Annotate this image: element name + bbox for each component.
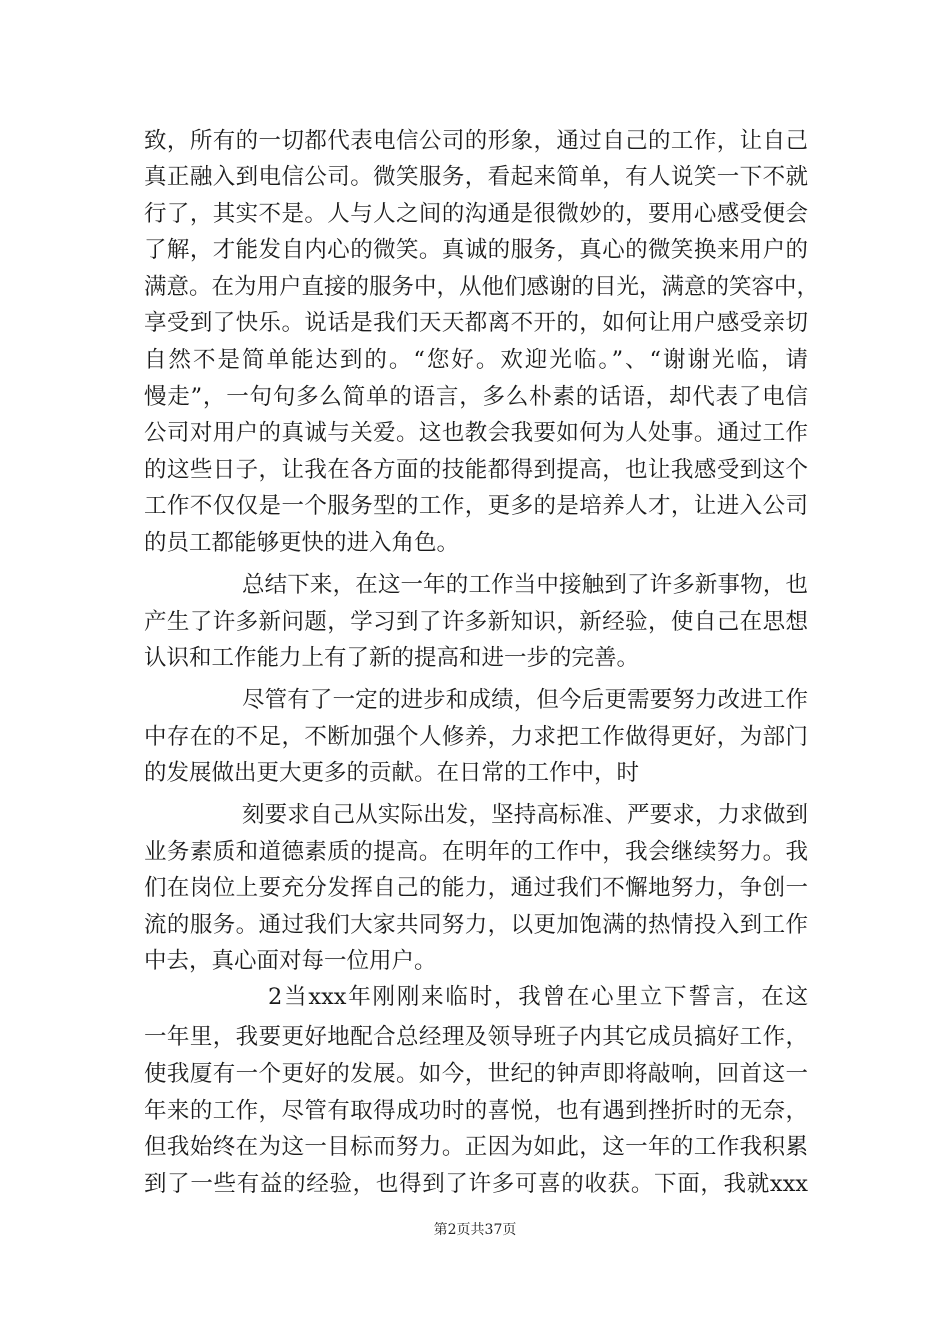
paragraph-start-line: 刻要求自己从实际出发，坚持高标准、严要求，力求做到 [242,802,808,828]
paragraph-start-line: 2当xxx年刚刚来临时，我曾在心里立下誓言，在这 [268,984,808,1010]
text-line: 致，所有的一切都代表电信公司的形象，通过自己的工作，让自己 [144,128,808,154]
text-line: 但我始终在为这一目标而努力。正因为如此，这一年的工作我积累 [144,1134,808,1160]
text-line: 慢走”，一句句多么简单的语言，多么朴素的话语，却代表了电信 [144,384,808,410]
text-line: 真正融入到电信公司。微笑服务，看起来简单，有人说笑一下不就 [144,164,808,190]
text-line: 一年里，我要更好地配合总经理及领导班子内其它成员搞好工作， [144,1024,808,1050]
text-line: 享受到了快乐。说话是我们天天都离不开的，如何让用户感受亲切 [144,310,808,336]
text-line: 的发展做出更大更多的贡献。在日常的工作中，时 [144,760,640,786]
text-line: 的员工都能够更快的进入角色。 [144,530,460,556]
text-line: 年来的工作，尽管有取得成功时的喜悦，也有遇到挫折时的无奈， [144,1098,808,1124]
text-line: 中去，真心面对每一位用户。 [144,948,437,974]
text-line: 使我厦有一个更好的发展。如今，世纪的钟声即将敲响，回首这一 [144,1061,808,1087]
text-line: 行了，其实不是。人与人之间的沟通是很微妙的，要用心感受便会 [144,201,808,227]
text-line: 认识和工作能力上有了新的提高和进一步的完善。 [144,645,640,671]
text-line: 中存在的不足，不断加强个人修养，力求把工作做得更好，为部门 [144,724,808,750]
page-number-footer: 第2页共37页 [433,1222,517,1238]
text-line: 满意。在为用户直接的服务中，从他们感谢的目光，满意的笑容中， [144,274,820,300]
text-line: 流的服务。通过我们大家共同努力，以更加饱满的热情投入到工作 [144,912,808,938]
text-line: 公司对用户的真诚与关爱。这也教会我要如何为人处事。通过工作 [144,420,808,446]
paragraph-start-line: 总结下来，在这一年的工作当中接触到了许多新事物，也 [242,572,808,598]
text-line: 了解，才能发自内心的微笑。真诚的服务，真心的微笑换来用户的 [144,237,808,263]
text-line: 产生了许多新问题，学习到了许多新知识，新经验，使自己在思想 [144,609,808,635]
text-line: 们在岗位上要充分发挥自己的能力，通过我们不懈地努力，争创一 [144,875,808,901]
text-line: 到了一些有益的经验，也得到了许多可喜的收获。下面，我就xxx [144,1171,808,1197]
text-line: 工作不仅仅是一个服务型的工作，更多的是培养人才，让进入公司 [144,493,808,519]
text-line: 自然不是简单能达到的。“您好。欢迎光临。”、“谢谢光临，请 [144,347,808,373]
text-line: 业务素质和道德素质的提高。在明年的工作中，我会继续努力。我 [144,839,808,865]
paragraph-start-line: 尽管有了一定的进步和成绩，但今后更需要努力改进工作 [242,687,808,713]
text-line: 的这些日子，让我在各方面的技能都得到提高，也让我感受到这个 [144,457,808,483]
